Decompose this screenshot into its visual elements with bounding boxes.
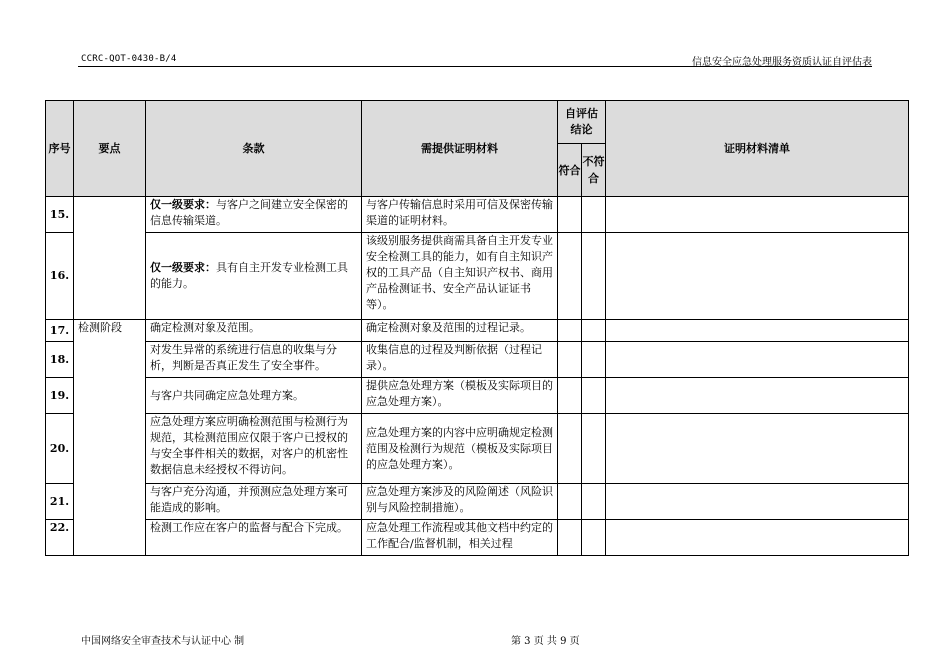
clause-cell: 应急处理方案应明确检测范围与检测行为规范，其检测范围应仅限于客户已授权的与安全事件相关的数据，对客户的机密性数据信息未经授权不得访问。 xyxy=(146,414,362,484)
header-evidence-list: 证明材料清单 xyxy=(606,101,909,197)
nonconform-cell[interactable] xyxy=(582,520,606,556)
table-row xyxy=(46,233,909,320)
evidence-list-cell[interactable] xyxy=(606,414,909,484)
row-number: 16. xyxy=(46,233,74,320)
evidence-list-cell[interactable] xyxy=(606,320,909,342)
key-point-cell: 检测阶段 xyxy=(74,320,146,556)
conform-cell[interactable] xyxy=(558,320,582,342)
nonconform-cell[interactable] xyxy=(582,484,606,520)
clause-cell: 确定检测对象及范围。 xyxy=(146,320,362,342)
evidence-cell: 应急处理工作流程或其他文档中约定的工作配合/监督机制，相关过程 xyxy=(362,520,558,556)
page-number: 第 3 页 共 9 页 xyxy=(511,636,580,647)
clause-text: 与客户之间建立安全保密的信息传输渠道。 xyxy=(150,198,348,227)
conform-cell[interactable] xyxy=(558,378,582,414)
footer-issuer: 中国网络安全审查技术与认证中心 制 xyxy=(81,636,245,647)
table-row xyxy=(46,414,909,484)
evidence-cell: 应急处理方案的内容中应明确规定检测范围及检测行为规范（模板及实际项目的应急处理方案）。 xyxy=(362,414,558,484)
nonconform-cell[interactable] xyxy=(582,320,606,342)
header-nonconform: 不符合 xyxy=(582,144,606,197)
header-clause: 条款 xyxy=(146,101,362,197)
row-number: 20. xyxy=(46,414,74,484)
evidence-cell: 收集信息的过程及判断依据（过程记录）。 xyxy=(362,342,558,378)
evidence-list-cell[interactable] xyxy=(606,484,909,520)
header-evidence: 需提供证明材料 xyxy=(362,101,558,197)
clause-cell: 对发生异常的系统进行信息的收集与分析，判断是否真正发生了安全事件。 xyxy=(146,342,362,378)
clause-cell xyxy=(146,197,362,233)
header-conform: 符合 xyxy=(558,144,582,197)
clause-cell: 与客户共同确定应急处理方案。 xyxy=(146,378,362,414)
self-assessment-table xyxy=(45,100,909,556)
row-number: 18. xyxy=(46,342,74,378)
clause-cell: 检测工作应在客户的监督与配合下完成。 xyxy=(146,520,362,556)
conform-cell[interactable] xyxy=(558,233,582,320)
row-number: 17. xyxy=(46,320,74,342)
table-row xyxy=(46,520,909,556)
clause-prefix: 仅一级要求： xyxy=(150,261,216,274)
conform-cell[interactable] xyxy=(558,414,582,484)
table-row xyxy=(46,197,909,233)
evidence-list-cell[interactable] xyxy=(606,378,909,414)
document-code: CCRC-QOT-0430-B/4 xyxy=(81,54,177,64)
clause-cell: 与客户充分沟通，并预测应急处理方案可能造成的影响。 xyxy=(146,484,362,520)
evidence-cell: 该级别服务提供商需具备自主开发专业安全检测工具的能力，如有自主知识产权的工具产品（自主知识产权书、商用产品检测证书、安全产品认证证书等）。 xyxy=(362,233,558,320)
evidence-list-cell[interactable] xyxy=(606,233,909,320)
conform-cell[interactable] xyxy=(558,484,582,520)
table-row xyxy=(46,320,909,342)
evidence-cell: 确定检测对象及范围的过程记录。 xyxy=(362,320,558,342)
header-seq: 序号 xyxy=(46,101,74,197)
clause-prefix: 仅一级要求： xyxy=(150,198,216,211)
conform-cell[interactable] xyxy=(558,197,582,233)
evidence-list-cell[interactable] xyxy=(606,520,909,556)
evidence-list-cell[interactable] xyxy=(606,197,909,233)
conform-cell[interactable] xyxy=(558,342,582,378)
table-row xyxy=(46,378,909,414)
nonconform-cell[interactable] xyxy=(582,197,606,233)
evidence-cell: 提供应急处理方案（模板及实际项目的应急处理方案）。 xyxy=(362,378,558,414)
table-row xyxy=(46,342,909,378)
key-point-cell xyxy=(74,197,146,320)
header-rule xyxy=(78,66,872,67)
header-self-eval: 自评估结论 xyxy=(558,101,606,144)
conform-cell[interactable] xyxy=(558,520,582,556)
clause-text: 具有自主开发专业检测工具的能力。 xyxy=(150,261,348,290)
evidence-cell: 应急处理方案涉及的风险阐述（风险识别与风险控制措施）。 xyxy=(362,484,558,520)
header-key-point: 要点 xyxy=(74,101,146,197)
evidence-cell: 与客户传输信息时采用可信及保密传输渠道的证明材料。 xyxy=(362,197,558,233)
nonconform-cell[interactable] xyxy=(582,233,606,320)
nonconform-cell[interactable] xyxy=(582,378,606,414)
nonconform-cell[interactable] xyxy=(582,342,606,378)
evidence-list-cell[interactable] xyxy=(606,342,909,378)
row-number: 22. xyxy=(46,520,74,556)
row-number: 19. xyxy=(46,378,74,414)
row-number: 15. xyxy=(46,197,74,233)
row-number: 21. xyxy=(46,484,74,520)
table-row xyxy=(46,484,909,520)
clause-cell xyxy=(146,233,362,320)
nonconform-cell[interactable] xyxy=(582,414,606,484)
document-title: 信息安全应急处理服务资质认证自评估表 xyxy=(692,57,872,68)
